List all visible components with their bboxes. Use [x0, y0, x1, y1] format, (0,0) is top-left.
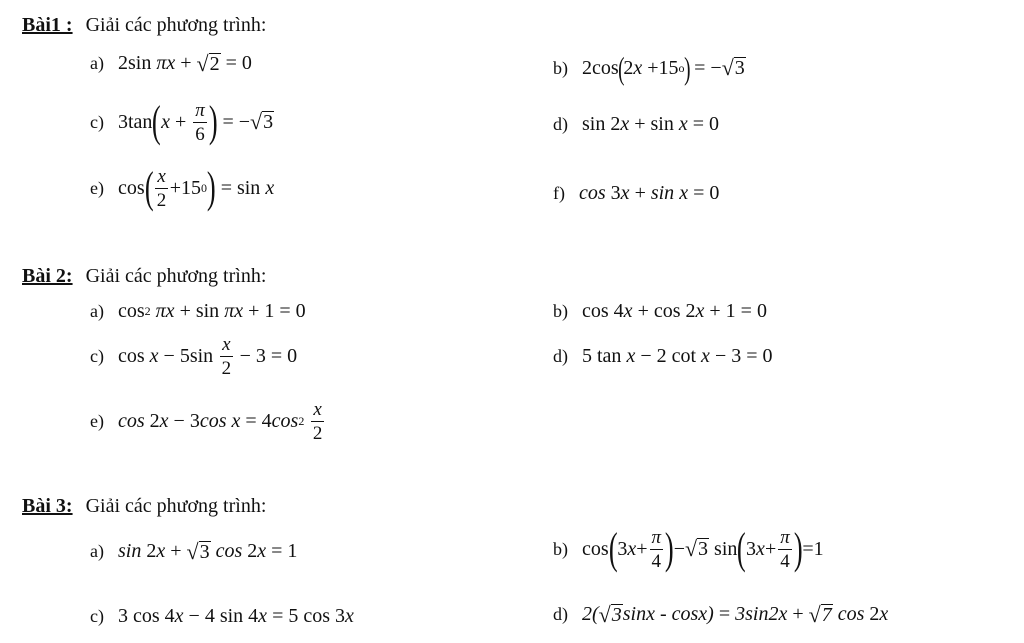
- bai3-c: [90, 605, 354, 628]
- bai2-a: [90, 300, 306, 323]
- bai1-f: [553, 182, 719, 205]
- bai1-label: Bài1 :: [22, 14, 73, 36]
- problem-letter: a): [90, 53, 104, 73]
- bai1-c: [90, 97, 274, 146]
- equation: cos 2 πx + sin πx + 1 = 0: [117, 300, 306, 322]
- bai2-d: [553, 345, 773, 368]
- bai3-label: Bài 3:: [22, 495, 73, 517]
- equation: 2sin πx + √ 2 = 0: [117, 50, 252, 76]
- bai3-title: Giải các phương trình:: [85, 495, 267, 517]
- bai1-a: [90, 52, 252, 75]
- problem-letter: b): [553, 57, 568, 78]
- bai1-title: Giải các phương trình:: [85, 14, 267, 36]
- problem-letter: a): [90, 541, 104, 561]
- problem-letter: c): [90, 111, 104, 132]
- problem-letter: a): [90, 301, 104, 321]
- bai2-b: [553, 300, 767, 323]
- bai1-b: [553, 52, 746, 84]
- equation: cos 2 x − 3 cos x = 4 cos 2 $\frac{x}{2}$: [117, 399, 323, 444]
- problem-letter: e): [90, 411, 104, 431]
- problem-letter: d): [553, 114, 568, 134]
- problem-letter: d): [553, 346, 568, 366]
- equation: cos ( $\frac{x}{2}$ +15 0 ) = sin x: [117, 163, 275, 212]
- bai2-heading: [22, 265, 266, 288]
- problem-letter: c): [90, 346, 104, 366]
- bai3-a: [90, 540, 297, 563]
- bai3-heading: [22, 495, 266, 518]
- equation: sin 2 x + sin x = 0: [582, 113, 720, 135]
- bai2-label: Bài 2:: [22, 265, 73, 287]
- equation: 5 tan x − 2 cot x − 3 = 0: [582, 345, 773, 367]
- problem-letter: c): [90, 606, 104, 626]
- equation: cos x − 5sin $\frac{x}{2}$ − 3 = 0: [117, 334, 298, 379]
- equation: 3 cos 4 x − 4 sin 4 x = 5 cos 3 x: [117, 605, 354, 627]
- problem-letter: f): [553, 183, 565, 203]
- bai1-e: [90, 163, 275, 212]
- equation: cos 4 x + cos 2 x + 1 = 0: [582, 300, 767, 322]
- bai3-b: [553, 524, 824, 573]
- problem-letter: d): [553, 604, 568, 624]
- problem-letter: b): [553, 538, 568, 559]
- bai1-d: [553, 113, 719, 136]
- problem-letter: b): [553, 301, 568, 321]
- equation: cos ( 3 x + $\frac{\pi}{4}$ ) − √ 3 sin ( 3 x + $\frac{\pi}{4}$ ) =1: [582, 524, 824, 573]
- equation: 3tan ( x + $\frac{\pi}{6}$ ) = − √ 3: [117, 97, 274, 146]
- equation: 2( √ 3 sinx - cosx) = 3sin2x + √ 7 cos 2 x: [582, 601, 889, 627]
- problem-letter: e): [90, 177, 104, 198]
- bai2-title: Giải các phương trình:: [85, 265, 267, 287]
- equation: 2cos ( 2 x +15 o ) = − √ 3: [582, 50, 745, 86]
- equation: sin 2 x + √ 3 cos 2 x = 1: [117, 538, 298, 564]
- bai2-c: [90, 335, 297, 378]
- equation: cos 3 x + sin x = 0: [579, 182, 720, 204]
- bai2-e: [90, 400, 326, 443]
- bai3-d: [553, 603, 888, 626]
- bai1-heading: [22, 14, 266, 37]
